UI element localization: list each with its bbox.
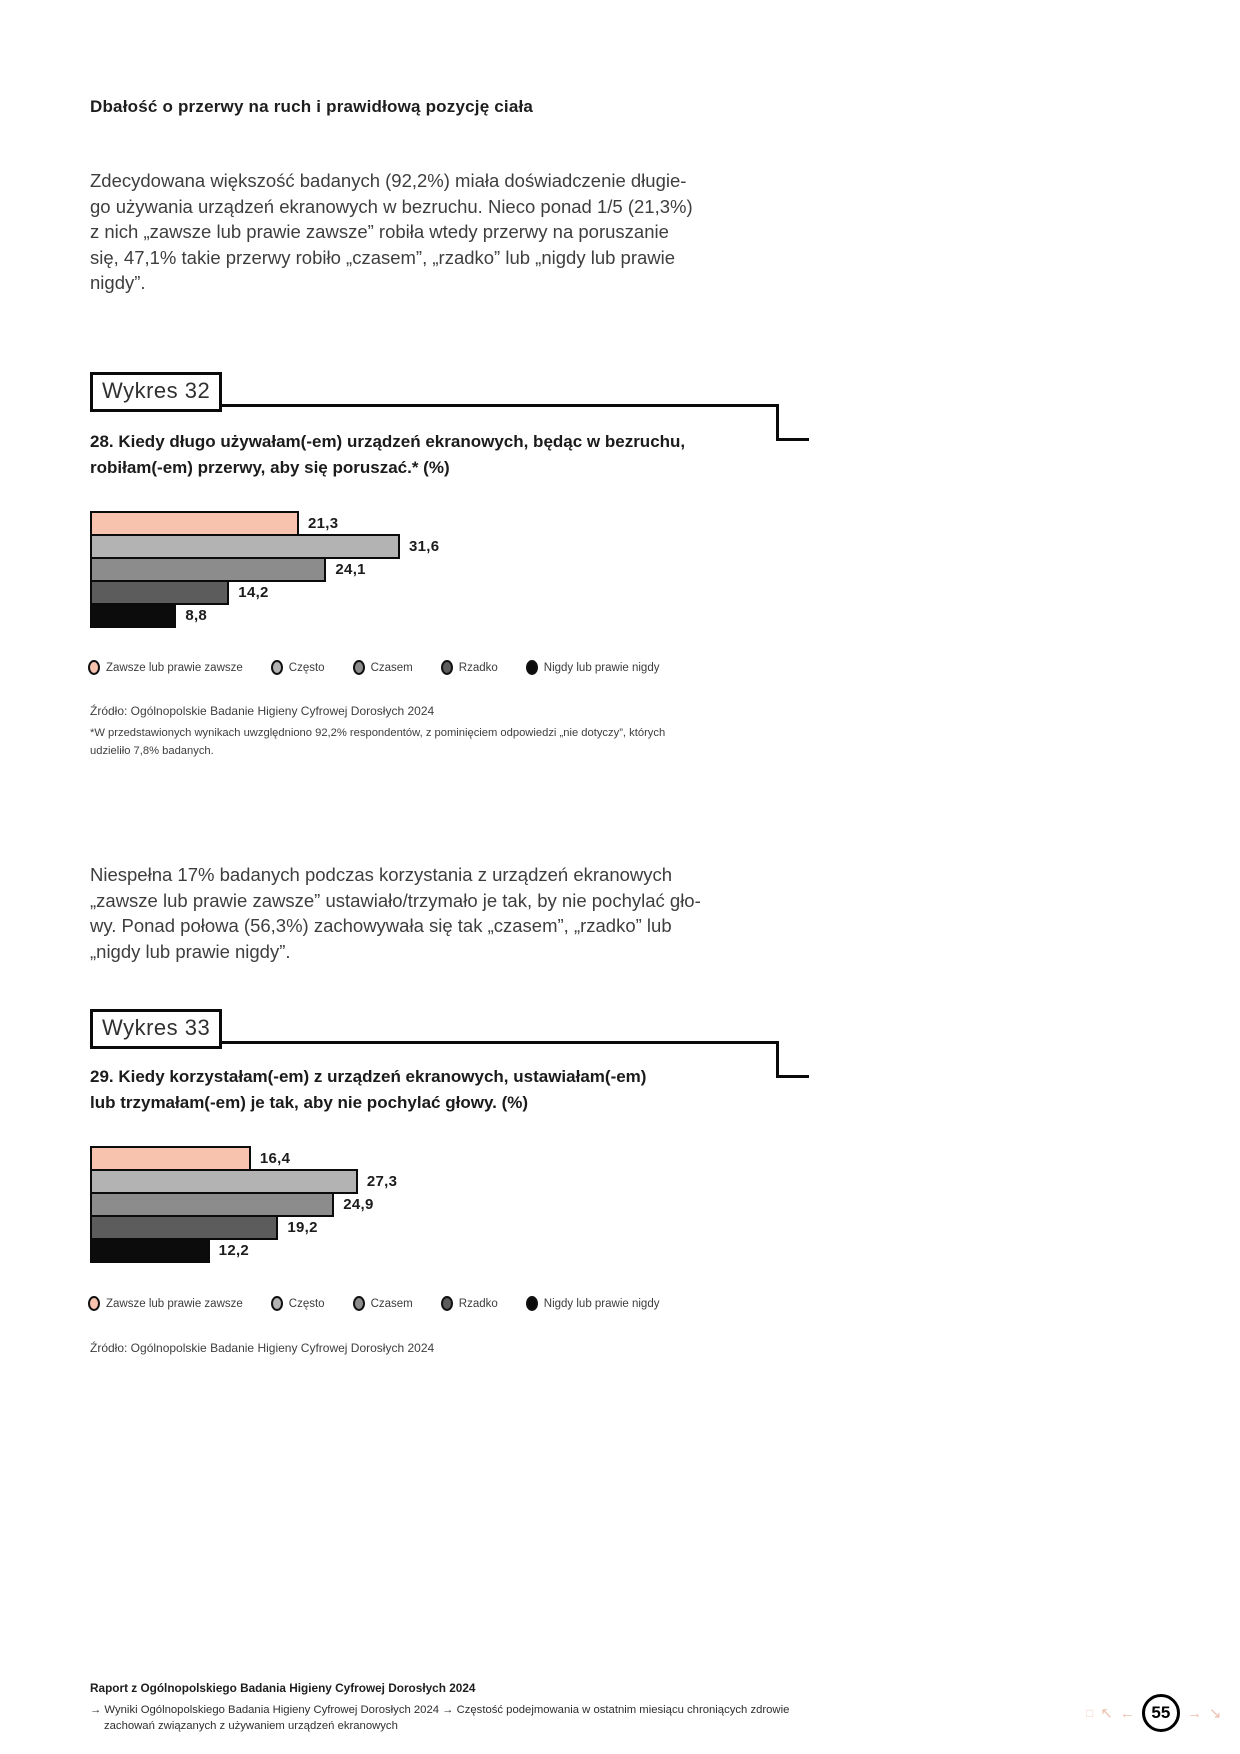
chart-33-source: Źródło: Ogólnopolskie Badanie Higieny Cyfrowej Dorosłych 2024 <box>90 1341 435 1355</box>
text-line: Niespełna 17% badanych podczas korzystania z urządzeń ekranowych <box>90 864 673 885</box>
legend-swatch <box>526 1296 538 1311</box>
text-line: się, 47,1% takie przerwy robiło „czasem”, „rzadko” lub „nigdy lub prawie <box>90 246 676 268</box>
legend-item <box>353 660 413 675</box>
page-frame-icon[interactable]: □ <box>1086 1706 1094 1720</box>
legend-swatch <box>441 660 453 675</box>
text-line: nigdy”. <box>90 272 146 293</box>
bar-value-label: 14,2 <box>238 584 269 601</box>
legend-item <box>526 660 660 675</box>
bar-row <box>90 1238 397 1263</box>
text-line: udzieliło 7,8% badanych. <box>90 744 214 757</box>
bar <box>90 1215 278 1240</box>
text-line: „zawsze lub prawie zawsze” ustawiało/trzymało je tak, by nie pochylać gło- <box>90 889 701 911</box>
bar-value-label: 19,2 <box>287 1219 318 1236</box>
chart-32-bars <box>90 511 439 628</box>
chart-32-tag: Wykres 32 <box>90 372 222 412</box>
legend-item <box>88 660 243 675</box>
legend-swatch <box>526 660 538 675</box>
chart-32-footnote <box>90 725 665 760</box>
legend-item <box>441 1296 498 1311</box>
chart-32-title <box>90 429 685 481</box>
legend-swatch <box>88 1296 100 1311</box>
legend-label: Często <box>288 661 325 674</box>
legend-swatch <box>353 1296 365 1311</box>
arrow-up-left-icon[interactable]: ↖ <box>1100 1704 1113 1722</box>
bar <box>90 580 229 605</box>
text-line: *W przedstawionych wynikach uwzględniono 92,2% respondentów, z pominięciem odpowiedzi „nie dotyczy”, których <box>90 727 666 739</box>
bar-row <box>90 534 439 559</box>
bar-value-label: 16,4 <box>259 1150 291 1167</box>
bar-row <box>90 1215 397 1240</box>
intro-paragraph <box>90 168 693 296</box>
legend-label: Czasem <box>370 1297 413 1310</box>
legend-label: Rzadko <box>458 661 498 674</box>
text-line: „nigdy lub prawie nigdy”. <box>90 940 291 962</box>
page-navigation <box>1086 1694 1221 1732</box>
text-line: robiłam(-em) przerwy, aby się poruszać.* (%) <box>90 458 450 477</box>
legend-swatch <box>441 1296 453 1311</box>
footer-report-title: Raport z Ogólnopolskiego Badania Higieny Cyfrowej Dorosłych 2024 <box>90 1681 476 1695</box>
legend-swatch <box>353 660 365 675</box>
chart-33-title <box>90 1064 646 1116</box>
legend-item <box>526 1296 660 1311</box>
bar-row <box>90 557 439 582</box>
section-rule-step <box>776 407 809 441</box>
bar-row <box>90 603 439 628</box>
legend-item <box>271 1296 325 1311</box>
bar-value-label: 31,6 <box>408 538 440 555</box>
legend-label: Zawsze lub prawie zawsze <box>106 661 243 674</box>
bar-value-label: 8,8 <box>185 607 208 624</box>
bar <box>90 1169 358 1194</box>
legend-label: Nigdy lub prawie nigdy <box>543 661 660 674</box>
chart-32-source: Źródło: Ogólnopolskie Badanie Higieny Cyfrowej Dorosłych 2024 <box>90 704 435 718</box>
bar <box>90 1192 334 1217</box>
legend-item <box>353 1296 413 1311</box>
text-line: go używania urządzeń ekranowych w bezruchu. Nieco ponad 1/5 (21,3%) <box>90 195 693 217</box>
bar <box>90 557 326 582</box>
chart-33-bars <box>90 1146 397 1263</box>
section-rule-step <box>776 1044 809 1078</box>
bar <box>90 603 176 628</box>
legend-label: Często <box>288 1297 325 1310</box>
bar-row <box>90 580 439 605</box>
bar-value-label: 21,3 <box>307 515 339 532</box>
legend-label: Zawsze lub prawie zawsze <box>106 1297 243 1310</box>
arrow-down-right-icon[interactable]: ↘ <box>1208 1704 1222 1722</box>
mid-paragraph <box>90 862 701 964</box>
legend-item <box>271 660 325 675</box>
text-line: lub trzymałam(-em) je tak, aby nie pochylać głowy. (%) <box>90 1093 529 1112</box>
chart-33-legend <box>88 1296 659 1311</box>
legend-label: Czasem <box>370 661 413 674</box>
legend-item <box>88 1296 243 1311</box>
bar-row <box>90 1146 397 1171</box>
text-line: z nich „zawsze lub prawie zawsze” robiła wtedy przerwy na poruszanie <box>90 221 669 242</box>
page-number-badge: 55 <box>1142 1694 1180 1732</box>
bar <box>90 1238 210 1263</box>
bar <box>90 511 299 536</box>
chart-33-tag: Wykres 33 <box>90 1009 222 1049</box>
bar-value-label: 12,2 <box>218 1242 250 1259</box>
bar-row <box>90 1169 397 1194</box>
legend-label: Nigdy lub prawie nigdy <box>543 1297 660 1310</box>
legend-swatch <box>88 660 100 675</box>
page-title: Dbałość o przerwy na ruch i prawidłową pozycję ciała <box>90 97 534 116</box>
text-line: 29. Kiedy korzystałam(-em) z urządzeń ekranowych, ustawiałam(-em) <box>90 1067 647 1086</box>
footer-breadcrumb-line-1: → Wyniki Ogólnopolskiego Badania Higieny Cyfrowej Dorosłych 2024 → Częstość podejmowania w ostatnim miesiącu chroniących zdrowie <box>90 1704 790 1716</box>
bar-value-label: 24,9 <box>343 1196 374 1213</box>
bar-value-label: 27,3 <box>366 1173 398 1190</box>
legend-swatch <box>271 660 283 675</box>
bar-row <box>90 511 439 536</box>
footer-breadcrumb-line-2: zachowań związanych z używaniem urządzeń ekranowych <box>104 1720 398 1732</box>
bar-value-label: 24,1 <box>335 561 366 578</box>
chart-32-legend <box>88 660 659 675</box>
bar <box>90 534 400 559</box>
text-line: 28. Kiedy długo używałam(-em) urządzeń ekranowych, będąc w bezruchu, <box>90 432 686 451</box>
text-line: wy. Ponad połowa (56,3%) zachowywała się tak „czasem”, „rzadko” lub <box>90 915 672 936</box>
bar <box>90 1146 251 1171</box>
text-line: Zdecydowana większość badanych (92,2%) miała doświadczenie długie- <box>90 170 687 191</box>
legend-swatch <box>271 1296 283 1311</box>
bar-row <box>90 1192 397 1217</box>
legend-label: Rzadko <box>458 1297 498 1310</box>
arrow-right-icon[interactable]: → <box>1186 1704 1202 1722</box>
arrow-left-icon[interactable]: ← <box>1119 1704 1135 1722</box>
legend-item <box>441 660 498 675</box>
